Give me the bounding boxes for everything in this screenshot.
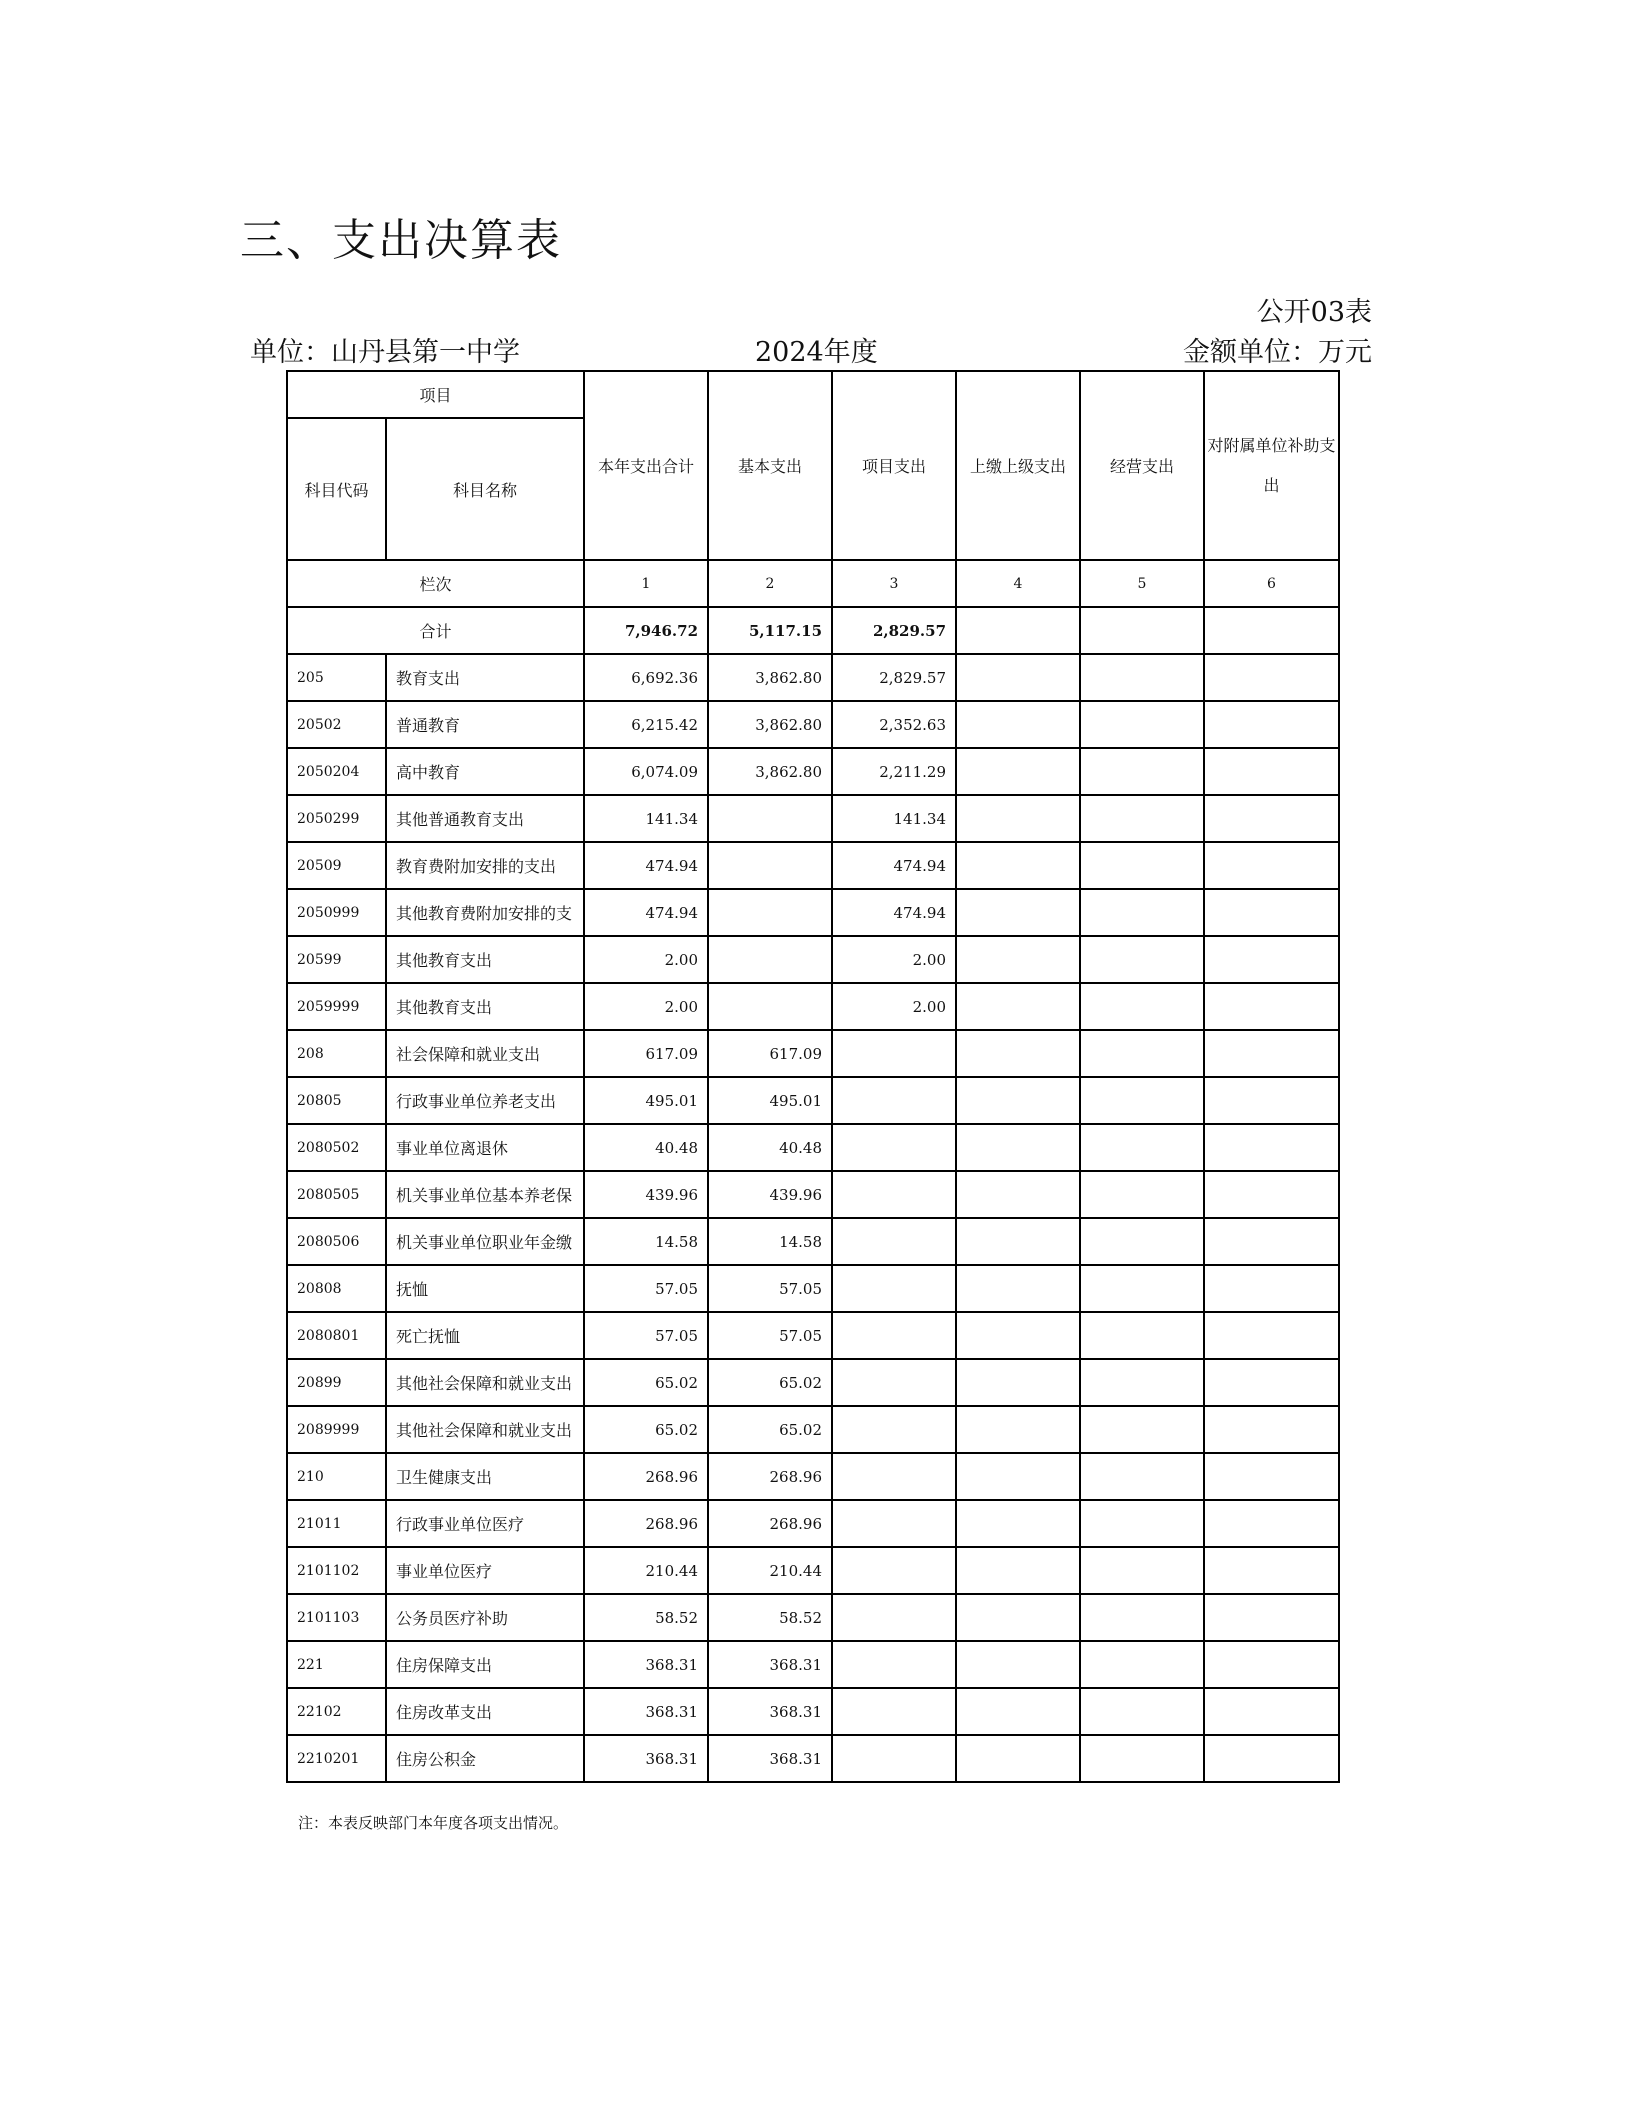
total-cell: 6,215.42	[584, 701, 708, 748]
meta-line	[250, 330, 1372, 370]
project-cell	[832, 1030, 956, 1077]
business-cell	[1080, 701, 1204, 748]
project-cell	[832, 1594, 956, 1641]
basic-cell: 58.52	[708, 1594, 832, 1641]
name-cell: 住房公积金	[386, 1735, 584, 1782]
table-row	[287, 1453, 1339, 1500]
business-cell	[1080, 1735, 1204, 1782]
upper-cell	[956, 1500, 1080, 1547]
upper-cell	[956, 701, 1080, 748]
project-cell: 2,829.57	[832, 654, 956, 701]
name-cell: 教育费附加安排的支出	[386, 842, 584, 889]
subsidy-cell	[1204, 1406, 1339, 1453]
unit-label: 单位：山丹县第一中学	[250, 337, 520, 368]
basic-cell	[708, 936, 832, 983]
upper-cell	[956, 1077, 1080, 1124]
upper-cell	[956, 654, 1080, 701]
subsidy-cell	[1204, 1312, 1339, 1359]
upper-cell	[956, 983, 1080, 1030]
code-cell: 210	[287, 1453, 386, 1500]
code-cell: 2080505	[287, 1171, 386, 1218]
subsidy-cell	[1204, 1500, 1339, 1547]
subsidy-cell	[1204, 1735, 1339, 1782]
basic-cell: 439.96	[708, 1171, 832, 1218]
col-number: 5	[1080, 560, 1204, 607]
project-cell: 2.00	[832, 983, 956, 1030]
header-code: 科目代码	[287, 418, 386, 560]
name-cell: 公务员医疗补助	[386, 1594, 584, 1641]
basic-cell: 3,862.80	[708, 748, 832, 795]
code-cell: 2089999	[287, 1406, 386, 1453]
table-row	[287, 936, 1339, 983]
total-cell: 617.09	[584, 1030, 708, 1077]
total-cell: 368.31	[584, 1688, 708, 1735]
table-row	[287, 1077, 1339, 1124]
total-row	[287, 607, 1339, 654]
name-cell: 抚恤	[386, 1265, 584, 1312]
total-cell: 57.05	[584, 1265, 708, 1312]
project-cell	[832, 1265, 956, 1312]
project-cell: 2.00	[832, 936, 956, 983]
name-cell: 教育支出	[386, 654, 584, 701]
business-cell	[1080, 1594, 1204, 1641]
name-cell: 其他社会保障和就业支出	[386, 1359, 584, 1406]
total-cell: 2.00	[584, 983, 708, 1030]
project-cell	[832, 1124, 956, 1171]
code-cell: 2080506	[287, 1218, 386, 1265]
upper-cell	[956, 1453, 1080, 1500]
subsidy-cell	[1204, 1688, 1339, 1735]
total-business	[1080, 607, 1204, 654]
table-row	[287, 1500, 1339, 1547]
upper-cell	[956, 1218, 1080, 1265]
business-cell	[1080, 1030, 1204, 1077]
upper-cell	[956, 1359, 1080, 1406]
code-cell: 205	[287, 654, 386, 701]
upper-cell	[956, 1594, 1080, 1641]
name-cell: 其他教育费附加安排的支	[386, 889, 584, 936]
col-number: 6	[1204, 560, 1339, 607]
basic-cell: 617.09	[708, 1030, 832, 1077]
total-cell: 268.96	[584, 1453, 708, 1500]
basic-cell: 368.31	[708, 1688, 832, 1735]
total-cell: 368.31	[584, 1735, 708, 1782]
table-row	[287, 842, 1339, 889]
table-row	[287, 795, 1339, 842]
code-cell: 2080502	[287, 1124, 386, 1171]
upper-cell	[956, 842, 1080, 889]
upper-cell	[956, 1547, 1080, 1594]
subsidy-cell	[1204, 701, 1339, 748]
project-cell	[832, 1171, 956, 1218]
table-row	[287, 701, 1339, 748]
name-cell: 住房保障支出	[386, 1641, 584, 1688]
total-cell: 58.52	[584, 1594, 708, 1641]
code-cell: 2080801	[287, 1312, 386, 1359]
code-cell: 20509	[287, 842, 386, 889]
basic-cell: 65.02	[708, 1359, 832, 1406]
code-cell: 208	[287, 1030, 386, 1077]
basic-cell: 3,862.80	[708, 654, 832, 701]
col-label: 栏次	[287, 560, 584, 607]
name-cell: 机关事业单位基本养老保	[386, 1171, 584, 1218]
basic-cell	[708, 983, 832, 1030]
table-row	[287, 1641, 1339, 1688]
subsidy-cell	[1204, 1218, 1339, 1265]
upper-cell	[956, 1406, 1080, 1453]
subsidy-cell	[1204, 842, 1339, 889]
subsidy-cell	[1204, 936, 1339, 983]
code-cell: 22102	[287, 1688, 386, 1735]
name-cell: 住房改革支出	[386, 1688, 584, 1735]
code-cell: 20805	[287, 1077, 386, 1124]
subsidy-cell	[1204, 795, 1339, 842]
business-cell	[1080, 1218, 1204, 1265]
project-cell	[832, 1547, 956, 1594]
total-cell: 65.02	[584, 1359, 708, 1406]
total-cell: 141.34	[584, 795, 708, 842]
col-number: 3	[832, 560, 956, 607]
table-row	[287, 1265, 1339, 1312]
subsidy-cell	[1204, 1077, 1339, 1124]
project-cell	[832, 1453, 956, 1500]
total-cell: 474.94	[584, 842, 708, 889]
name-cell: 事业单位医疗	[386, 1547, 584, 1594]
project-cell	[832, 1077, 956, 1124]
subsidy-cell	[1204, 1359, 1339, 1406]
total-amount: 7,946.72	[584, 607, 708, 654]
total-cell: 57.05	[584, 1312, 708, 1359]
upper-cell	[956, 1030, 1080, 1077]
total-upper	[956, 607, 1080, 654]
upper-cell	[956, 1171, 1080, 1218]
table-row	[287, 1030, 1339, 1077]
name-cell: 高中教育	[386, 748, 584, 795]
upper-cell	[956, 748, 1080, 795]
name-cell: 其他社会保障和就业支出	[386, 1406, 584, 1453]
total-cell: 439.96	[584, 1171, 708, 1218]
code-cell: 20599	[287, 936, 386, 983]
upper-cell	[956, 1688, 1080, 1735]
business-cell	[1080, 1359, 1204, 1406]
money-unit-label: 金额单位：万元	[1183, 337, 1372, 368]
subsidy-cell	[1204, 748, 1339, 795]
project-cell: 2,352.63	[832, 701, 956, 748]
business-cell	[1080, 1077, 1204, 1124]
basic-cell: 495.01	[708, 1077, 832, 1124]
business-cell	[1080, 936, 1204, 983]
header-item: 项目	[287, 371, 584, 418]
basic-cell: 268.96	[708, 1453, 832, 1500]
header-subsidy: 对附属单位补助支出	[1204, 371, 1339, 560]
business-cell	[1080, 1453, 1204, 1500]
year-label: 2024年度	[755, 337, 878, 368]
code-cell: 221	[287, 1641, 386, 1688]
code-cell: 2101102	[287, 1547, 386, 1594]
total-cell: 368.31	[584, 1641, 708, 1688]
business-cell	[1080, 795, 1204, 842]
business-cell	[1080, 654, 1204, 701]
basic-cell: 268.96	[708, 1500, 832, 1547]
total-subsidy	[1204, 607, 1339, 654]
total-basic: 5,117.15	[708, 607, 832, 654]
table-row	[287, 748, 1339, 795]
subsidy-cell	[1204, 654, 1339, 701]
code-cell: 2101103	[287, 1594, 386, 1641]
project-cell	[832, 1500, 956, 1547]
table-row	[287, 1406, 1339, 1453]
name-cell: 行政事业单位养老支出	[386, 1077, 584, 1124]
basic-cell: 3,862.80	[708, 701, 832, 748]
project-cell	[832, 1641, 956, 1688]
project-cell	[832, 1406, 956, 1453]
name-cell: 普通教育	[386, 701, 584, 748]
header-business: 经营支出	[1080, 371, 1204, 560]
table-row	[287, 1312, 1339, 1359]
project-cell	[832, 1312, 956, 1359]
code-cell: 20899	[287, 1359, 386, 1406]
table-row	[287, 1359, 1339, 1406]
table-row	[287, 1594, 1339, 1641]
subsidy-cell	[1204, 1030, 1339, 1077]
col-number: 1	[584, 560, 708, 607]
column-number-row	[287, 560, 1339, 607]
table-row	[287, 983, 1339, 1030]
table-row	[287, 889, 1339, 936]
subsidy-cell	[1204, 1124, 1339, 1171]
basic-cell	[708, 842, 832, 889]
subsidy-cell	[1204, 1594, 1339, 1641]
total-cell: 6,074.09	[584, 748, 708, 795]
header-basic: 基本支出	[708, 371, 832, 560]
subsidy-cell	[1204, 983, 1339, 1030]
upper-cell	[956, 795, 1080, 842]
header-upper: 上缴上级支出	[956, 371, 1080, 560]
basic-cell: 40.48	[708, 1124, 832, 1171]
total-cell: 14.58	[584, 1218, 708, 1265]
name-cell: 社会保障和就业支出	[386, 1030, 584, 1077]
business-cell	[1080, 1547, 1204, 1594]
table-row	[287, 1735, 1339, 1782]
name-cell: 其他普通教育支出	[386, 795, 584, 842]
project-cell	[832, 1359, 956, 1406]
table-row	[287, 1124, 1339, 1171]
business-cell	[1080, 1171, 1204, 1218]
table-row	[287, 1688, 1339, 1735]
project-cell: 141.34	[832, 795, 956, 842]
total-label: 合计	[287, 607, 584, 654]
subsidy-cell	[1204, 1453, 1339, 1500]
project-cell: 2,211.29	[832, 748, 956, 795]
header-row	[287, 371, 1339, 418]
subsidy-cell	[1204, 1265, 1339, 1312]
basic-cell: 57.05	[708, 1265, 832, 1312]
code-cell: 21011	[287, 1500, 386, 1547]
table-row	[287, 1547, 1339, 1594]
basic-cell: 210.44	[708, 1547, 832, 1594]
col-number: 2	[708, 560, 832, 607]
total-cell: 6,692.36	[584, 654, 708, 701]
total-project: 2,829.57	[832, 607, 956, 654]
basic-cell	[708, 889, 832, 936]
total-cell: 210.44	[584, 1547, 708, 1594]
business-cell	[1080, 1406, 1204, 1453]
header-project: 项目支出	[832, 371, 956, 560]
business-cell	[1080, 1688, 1204, 1735]
business-cell	[1080, 1312, 1204, 1359]
project-cell	[832, 1688, 956, 1735]
name-cell: 事业单位离退休	[386, 1124, 584, 1171]
basic-cell: 57.05	[708, 1312, 832, 1359]
total-cell: 474.94	[584, 889, 708, 936]
total-cell: 495.01	[584, 1077, 708, 1124]
code-cell: 20502	[287, 701, 386, 748]
table-row	[287, 1218, 1339, 1265]
table-row	[287, 654, 1339, 701]
business-cell	[1080, 889, 1204, 936]
code-cell: 2050204	[287, 748, 386, 795]
name-cell: 其他教育支出	[386, 936, 584, 983]
subsidy-cell	[1204, 1641, 1339, 1688]
total-cell: 40.48	[584, 1124, 708, 1171]
total-cell: 268.96	[584, 1500, 708, 1547]
basic-cell: 14.58	[708, 1218, 832, 1265]
name-cell: 其他教育支出	[386, 983, 584, 1030]
header-name: 科目名称	[386, 418, 584, 560]
business-cell	[1080, 1641, 1204, 1688]
project-cell	[832, 1735, 956, 1782]
code-cell: 2050999	[287, 889, 386, 936]
col-number: 4	[956, 560, 1080, 607]
subsidy-cell	[1204, 889, 1339, 936]
basic-cell: 368.31	[708, 1735, 832, 1782]
upper-cell	[956, 1124, 1080, 1171]
subsidy-cell	[1204, 1547, 1339, 1594]
upper-cell	[956, 1641, 1080, 1688]
code-cell: 2210201	[287, 1735, 386, 1782]
upper-cell	[956, 1735, 1080, 1782]
upper-cell	[956, 889, 1080, 936]
name-cell: 卫生健康支出	[386, 1453, 584, 1500]
name-cell: 机关事业单位职业年金缴	[386, 1218, 584, 1265]
basic-cell: 65.02	[708, 1406, 832, 1453]
project-cell: 474.94	[832, 889, 956, 936]
basic-cell	[708, 795, 832, 842]
business-cell	[1080, 1265, 1204, 1312]
upper-cell	[956, 1312, 1080, 1359]
table-row	[287, 1171, 1339, 1218]
code-cell: 2059999	[287, 983, 386, 1030]
business-cell	[1080, 842, 1204, 889]
page-title: 三、支出决算表	[240, 215, 562, 266]
form-number: 公开03表	[1256, 297, 1372, 328]
upper-cell	[956, 1265, 1080, 1312]
business-cell	[1080, 748, 1204, 795]
business-cell	[1080, 983, 1204, 1030]
code-cell: 2050299	[287, 795, 386, 842]
header-total: 本年支出合计	[584, 371, 708, 560]
footnote: 注：本表反映部门本年度各项支出情况。	[298, 1814, 569, 1832]
name-cell: 行政事业单位医疗	[386, 1500, 584, 1547]
total-cell: 65.02	[584, 1406, 708, 1453]
name-cell: 死亡抚恤	[386, 1312, 584, 1359]
business-cell	[1080, 1500, 1204, 1547]
expenditure-table	[286, 370, 1340, 1783]
subsidy-cell	[1204, 1171, 1339, 1218]
business-cell	[1080, 1124, 1204, 1171]
basic-cell: 368.31	[708, 1641, 832, 1688]
code-cell: 20808	[287, 1265, 386, 1312]
upper-cell	[956, 936, 1080, 983]
project-cell	[832, 1218, 956, 1265]
total-cell: 2.00	[584, 936, 708, 983]
project-cell: 474.94	[832, 842, 956, 889]
